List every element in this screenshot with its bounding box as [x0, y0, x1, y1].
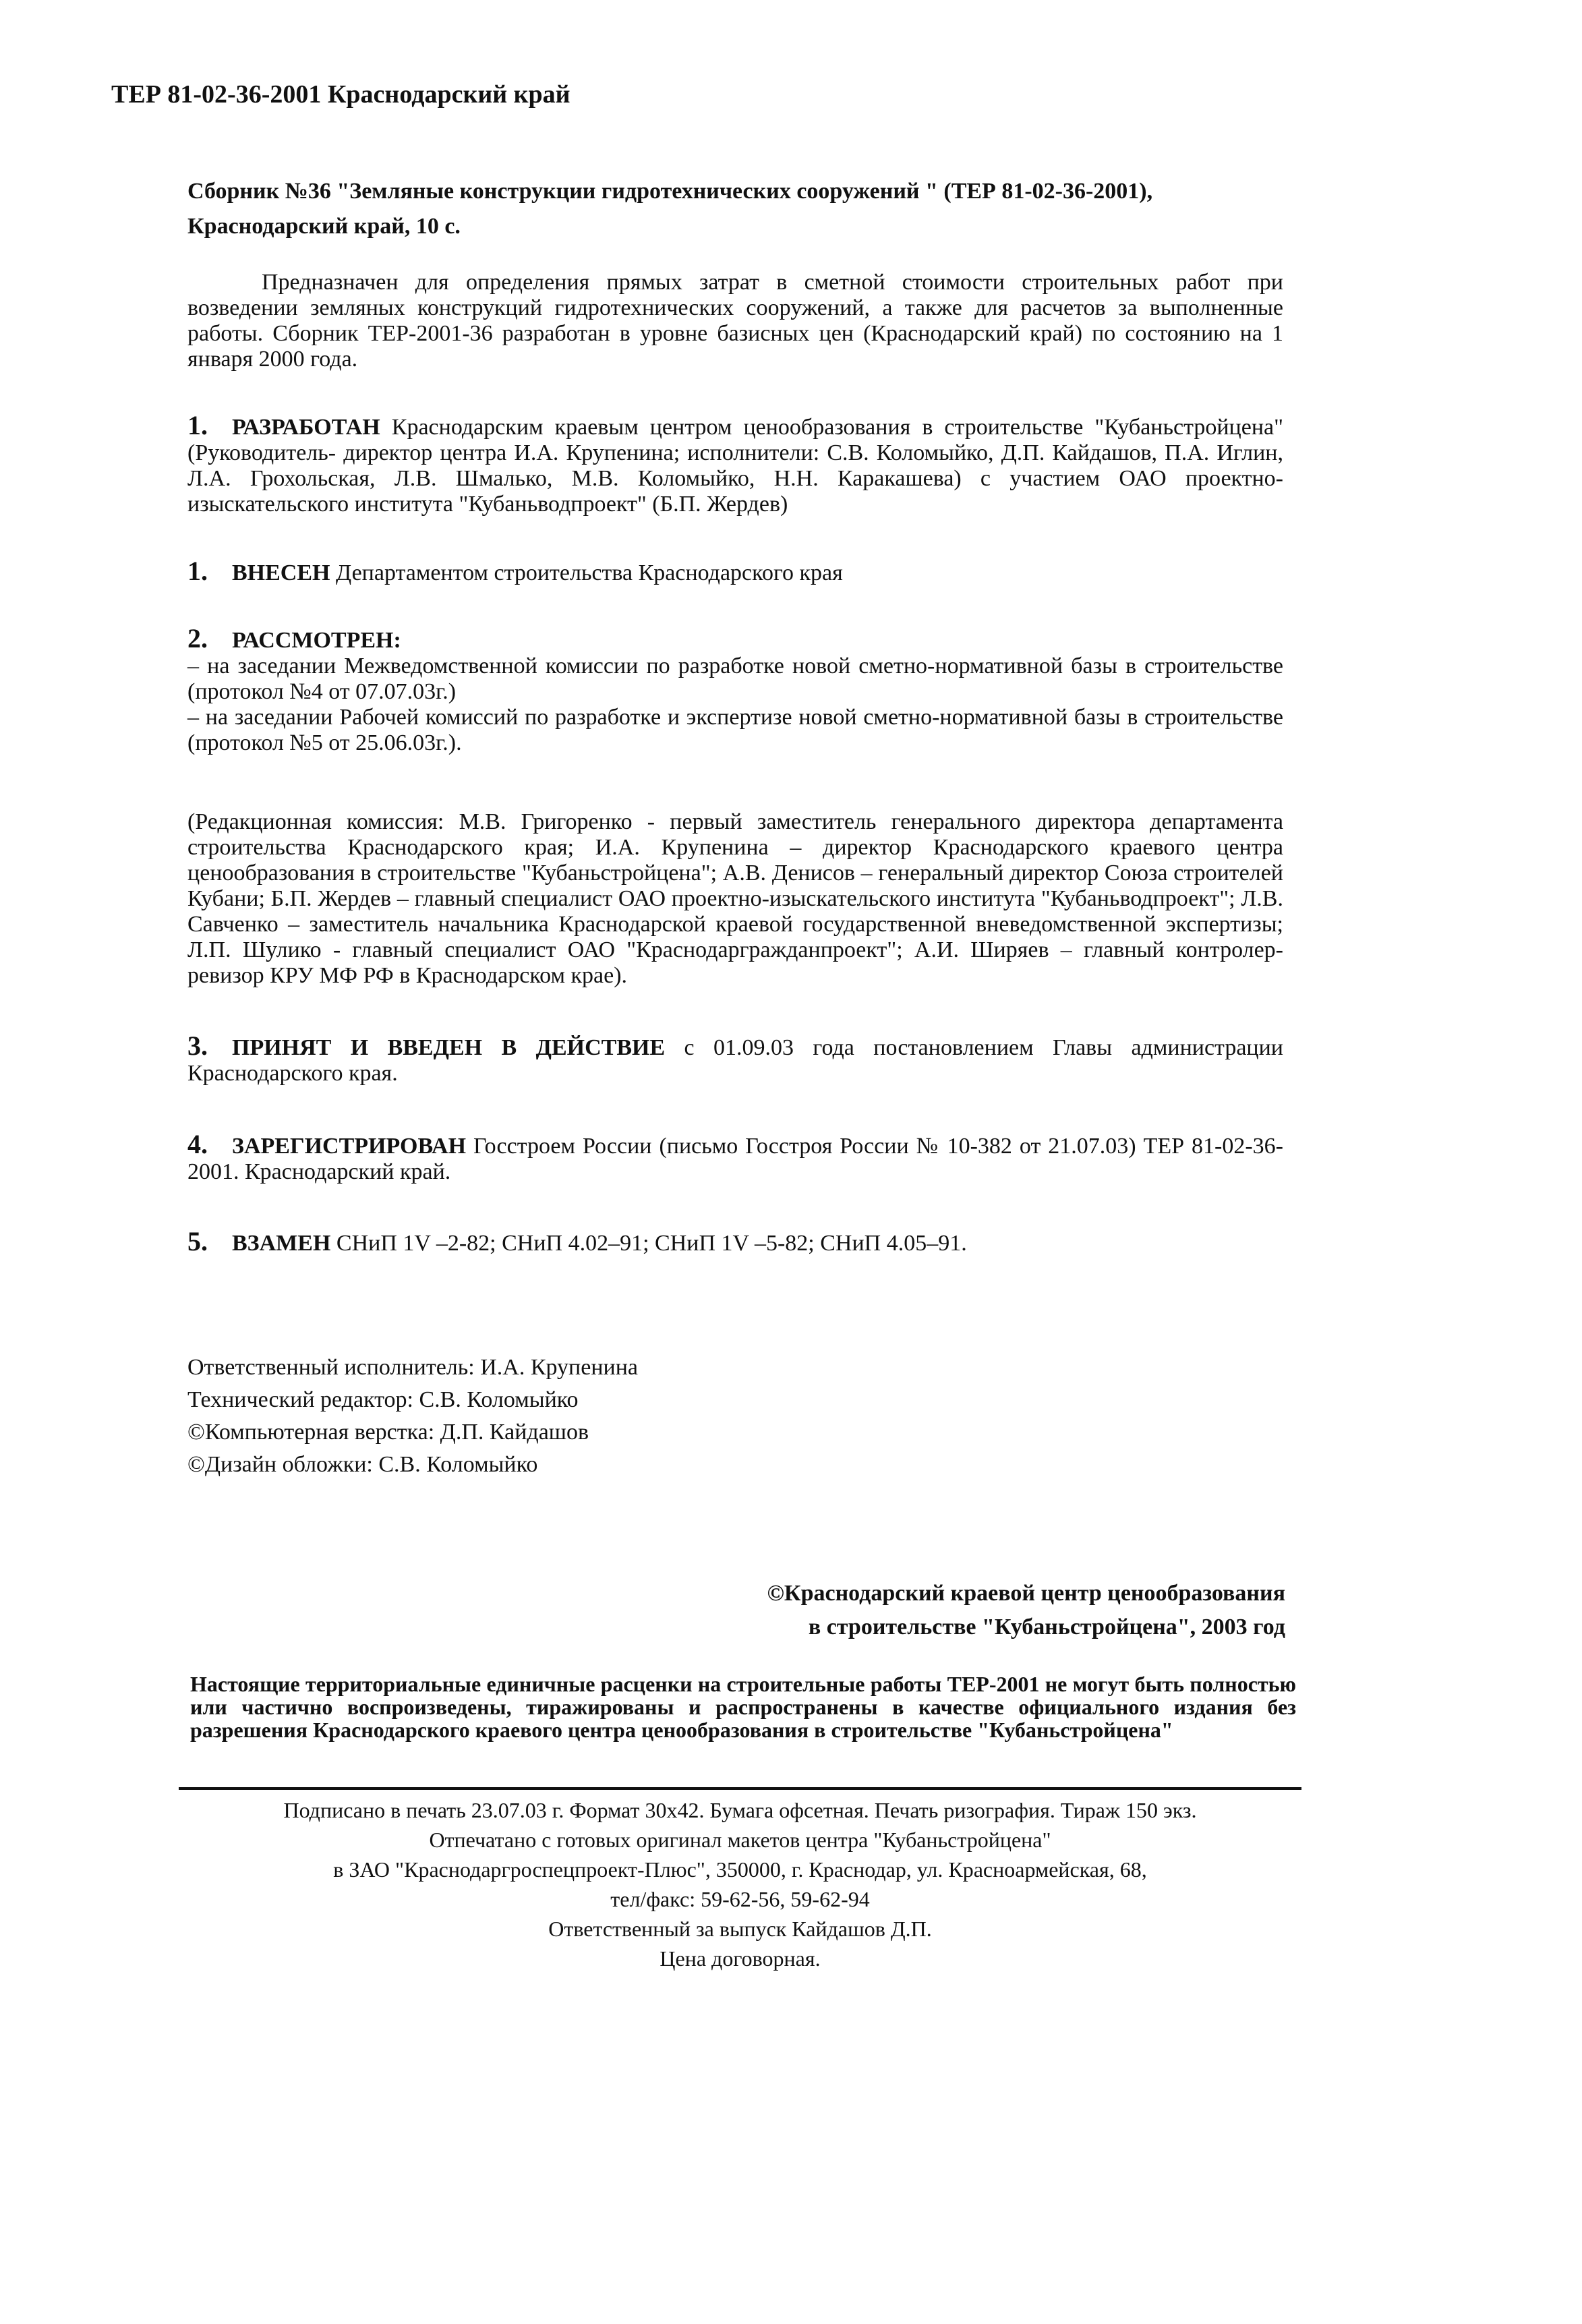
section-label: ВНЕСЕН [232, 560, 330, 585]
collection-title [187, 174, 1283, 244]
section-text: Краснодарским краевым центром ценообразования в строительстве "Кубаньстройцена" (Руководитель- директор центра И.А. Крупенина; исполнители: С.В. Коломыйко, Д.П. Кайдашов, П.А. Иглин, Л.А. Грохольская, Л.В. Шмалько, М.В. Коломыйко, Н.Н. Каракашева) с участием ОАО проектно-изыскательского института "Кубаньводпроект" (Б.П. Жердев) [187, 415, 1283, 517]
imprint-line: Ответственный за выпуск Кайдашов Д.П. [548, 1917, 932, 1941]
reviewed-item-1: – на заседании Межведомственной комиссии по разработке новой сметно-нормативной базы в строительстве (протокол №4 от 07.07.03г.) [187, 653, 1283, 704]
section-label: ЗАРЕГИСТРИРОВАН [232, 1134, 467, 1159]
reviewed-item-2: – на заседании Рабочей комиссий по разработке и экспертизе новой сметно-нормативной базы в строительстве (протокол №5 от 25.06.03г.). [187, 705, 1283, 755]
credit-line: ©Компьютерная верстка: Д.П. Кайдашов [187, 1420, 589, 1445]
collection-title-line1: Сборник №36 "Земляные конструкции гидротехнических сооружений " (ТЕР 81-02-36-2001), [187, 179, 1153, 204]
copyright-notice: Настоящие территориальные единичные расценки на строительные работы ТЕР-2001 не могут быть полностью или частично воспроизведены, тиражированы и распространены в качестве официального издания без разрешения Краснодарского краевого центра ценообразования в строительстве "Кубаньстройцена" [190, 1672, 1296, 1742]
collection-title-line2: Краснодарский край, 10 с. [187, 214, 461, 239]
section-text: Департаментом строительства Краснодарского края [330, 560, 843, 585]
section-number: 2. [187, 623, 208, 653]
document-header: ТЕР 81-02-36-2001 Краснодарский край [111, 80, 570, 109]
section-text: Госстроем России (письмо Госстроя России № 10-382 от 21.07.03) ТЕР 81-02-36-2001. Краснодарский край. [187, 1134, 1283, 1184]
credits-list [187, 1352, 638, 1481]
section-number: 4. [187, 1129, 208, 1159]
commission-paragraph: (Редакционная комиссия: М.В. Григоренко - первый заместитель генерального директора департамента строительства Краснодарского края; И.А. Крупенина – директор Краснодарского краевого центра ценообразования в строительстве "Кубаньстройцена"; А.В. Денисов – генеральный директор Союза строителей Кубани; Б.П. Жердев – главный специалист ОАО проектно-изыскательского института "Кубаньводпроект"; Л.В. Савченко – заместитель начальника Краснодарской краевой государственной вневедомственной экспертизы; Л.П. Шулико - главный специалист ОАО "Краснодаргражданпроект"; А.И. Ширяев – главный контролер-ревизор КРУ МФ РФ в Краснодарском крае). [187, 809, 1283, 988]
section-label: ВЗАМЕН [232, 1231, 331, 1256]
credit-line: Технический редактор: С.В. Коломыйко [187, 1387, 579, 1412]
section-text: с 01.09.03 года постановлением Главы администрации Краснодарского края. [187, 1035, 1283, 1086]
imprint-line: тел/факс: 59-62-56, 59-62-94 [610, 1887, 870, 1911]
imprint-block [179, 1795, 1301, 1973]
section-number: 5. [187, 1226, 208, 1256]
copyright-block [611, 1577, 1285, 1644]
section-adopted [187, 1030, 1283, 1086]
imprint-line: Подписано в печать 23.07.03 г. Формат 30х42. Бумага офсетная. Печать ризография. Тираж 150 экз. [283, 1798, 1197, 1822]
imprint-line: Отпечатано с готовых оригинал макетов центра "Кубаньстройцена" [429, 1828, 1051, 1852]
section-developed [187, 410, 1283, 517]
imprint-line: Цена договорная. [660, 1946, 821, 1971]
credit-line: ©Дизайн обложки: С.В. Коломыйко [187, 1452, 538, 1477]
section-replaces [187, 1226, 1283, 1256]
section-heading [187, 623, 1283, 653]
section-number: 1. [187, 410, 208, 440]
section-reviewed [187, 623, 1283, 756]
credit-line: Ответственный исполнитель: И.А. Крупенина [187, 1355, 639, 1380]
copyright-line2: в строительстве "Кубаньстройцена", 2003 год [808, 1615, 1285, 1639]
imprint-line: в ЗАО "Краснодаргроспецпроект-Плюс", 350000, г. Краснодар, ул. Красноармейская, 68, [333, 1857, 1147, 1882]
section-label: РАССМОТРЕН: [232, 628, 401, 653]
section-number: 1. [187, 556, 208, 586]
section-label: РАЗРАБОТАН [232, 415, 380, 440]
section-text: СНиП 1V –2-82; СНиП 4.02–91; СНиП 1V –5-82; СНиП 4.05–91. [330, 1231, 967, 1256]
divider [179, 1787, 1301, 1790]
purpose-paragraph: Предназначен для определения прямых затрат в сметной стоимости строительных работ при возведении земляных конструкций гидротехнических сооружений, а также для расчетов за выполненные работы. Сборник ТЕР-2001-36 разработан в уровне базисных цен (Краснодарский край) по состоянию на 1 января 2000 года. [187, 270, 1283, 372]
section-registered [187, 1129, 1283, 1185]
section-number: 3. [187, 1030, 208, 1061]
copyright-line1: ©Краснодарский краевой центр ценообразования [767, 1581, 1285, 1606]
section-submitted [187, 558, 1283, 586]
section-label: ПРИНЯТ И ВВЕДЕН В ДЕЙСТВИЕ [232, 1035, 666, 1060]
